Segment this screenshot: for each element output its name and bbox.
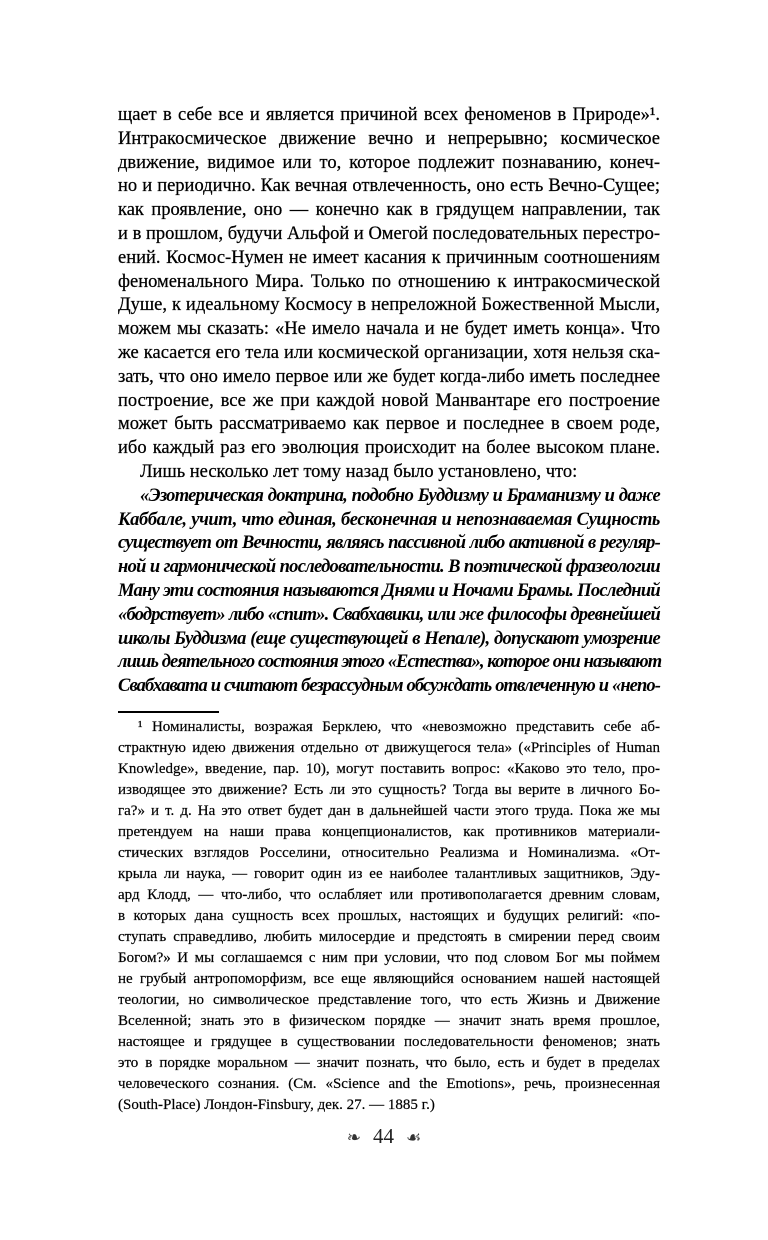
text-line: ной и гармонической последовательности. В поэтической фразеологии xyxy=(118,557,660,578)
text-line: не грубый антропоморфизм, все еще являющийся основанием нашей настоящей xyxy=(118,971,660,987)
text-line: может быть рассматриваемо как первое и последнее в своем роде, xyxy=(118,414,660,435)
text-line: можем мы сказать: «Не имело начала и не будет иметь конца». Что xyxy=(118,319,660,340)
text-line: построение, все же при каждой новой Манвантаре его построение xyxy=(118,390,660,411)
text-line: в которых дана сущность всех прошлых, настоящих и будущих религий: «по- xyxy=(118,908,660,924)
text-line: страктную идею движения отдельно от движущегося тела» («Principles of Human xyxy=(118,740,660,756)
text-line: и в прошлом, будучи Альфой и Омегой последовательных перестро- xyxy=(118,223,660,244)
paragraph-continued xyxy=(118,104,660,461)
text-line: претендуем на наши права концепционалистов, как противников материали- xyxy=(118,824,660,840)
text-line: Ману эти состояния называются Днями и Ночами Брамы. Последний xyxy=(118,580,660,601)
text-line: Богом?» И мы соглашаемся с ним при условии, что под словом Бог мы поймем xyxy=(118,950,660,966)
text-line: га?» и т. д. На это ответ будет дан в дальнейшей части этого труда. Пока же мы xyxy=(118,803,660,819)
text-line: же касается его тела или космической организации, хотя нельзя ска- xyxy=(118,342,660,363)
ornament-right-icon: ☙ xyxy=(406,1128,422,1148)
text-line: существует от Вечности, являясь пассивной либо активной в регуляр- xyxy=(118,533,660,554)
text-line: (South-Place) Лондон-Finsbury, дек. 27. — 1885 г.) xyxy=(118,1097,435,1113)
footnote-divider xyxy=(118,711,219,713)
text-line: Свабхавата и считают безрассудным обсуждать отвлеченную и «непо- xyxy=(118,676,660,697)
footnote xyxy=(118,717,660,1116)
text-line: теологии, но символическое представление того, что есть Жизнь и Движение xyxy=(118,992,660,1008)
text-line: ард Клодд, — что-либо, что ослабляет или противополагается древним словам, xyxy=(118,887,660,903)
text-line: «бодрствует» либо «спит». Свабхавики, или же философы древнейшей xyxy=(118,604,660,625)
text-line: как проявление, оно — конечно как в грядущем направлении, так xyxy=(118,200,660,221)
text-line: Knowledge», введение, пар. 10), могут поставить вопрос: «Каково это тело, про- xyxy=(118,761,660,777)
quote-paragraph xyxy=(118,485,660,699)
text-line: щает в себе все и является причиной всех феноменов в Природе»¹. xyxy=(118,105,660,125)
text-line: Каббале, учит, что единая, бесконечная и непознаваемая Сущность xyxy=(118,509,660,530)
text-line: Душе, к идеальному Космосу в непреложной Божественной Мысли, xyxy=(118,295,660,316)
main-text xyxy=(118,104,660,699)
text-line: это в порядке моральном — значит познать, что было, есть и будет в пределах xyxy=(118,1055,660,1071)
ornament-left-icon: ❧ xyxy=(346,1128,361,1148)
text-line: феноменального Мира. Только по отношению к интракосмической xyxy=(118,271,660,292)
text-line: стических взглядов Росселини, относительно Реализма и Номинализма. «От- xyxy=(118,845,660,861)
text-line: человеческого сознания. (См. «Science and the Emotions», речь, произнесенная xyxy=(118,1076,660,1092)
text-line: «Эзотерическая доктрина, подобно Буддизму и Браманизму и даже xyxy=(140,485,660,506)
text-line: школы Буддизма (еще существующей в Непале), допускают умозрение xyxy=(118,628,660,649)
text-line: Интракосмическое движение вечно и непрерывно; космическое xyxy=(118,128,660,149)
paragraph-intro xyxy=(118,461,660,485)
text-line: Лишь несколько лет тому назад было установлено, что: xyxy=(140,461,578,482)
text-line: ступать справедливо, любить милосердие и предстоять в смирении перед своим xyxy=(118,929,660,945)
text-line: Вселенной; знать это в физическом порядке — значит знать время прошлое, xyxy=(118,1013,660,1029)
text-line: но и периодично. Как вечная отвлеченность, оно есть Вечно-Сущее; xyxy=(118,176,660,197)
text-line: зать, что оно имело первое или же будет когда-либо иметь последнее xyxy=(118,366,660,387)
text-line: изводящее это движение? Есть ли это сущность? Тогда вы верите в личного Бо- xyxy=(118,782,660,798)
text-line: движение, видимое или то, которое подлежит познаванию, конеч- xyxy=(118,152,660,173)
text-line: лишь деятельного состояния этого «Естества», которое они называют xyxy=(118,652,662,673)
text-line: ибо каждый раз его эволюция происходит на более высоком плане. xyxy=(118,438,660,459)
text-line: крыла ли наука, — говорит один из ее наиболее талантливых защитников, Эду- xyxy=(118,866,660,882)
text-line: настоящее и грядущее в существовании последовательности феноменов; знать xyxy=(118,1034,660,1050)
text-line: ¹ Номиналисты, возражая Берклею, что «невозможно представить себе аб- xyxy=(138,719,660,735)
text-line: ений. Космос-Нумен не имеет касания к причинным соотношениям xyxy=(118,247,660,268)
page-number: 44 xyxy=(373,1124,394,1148)
page-footer xyxy=(0,1124,768,1149)
